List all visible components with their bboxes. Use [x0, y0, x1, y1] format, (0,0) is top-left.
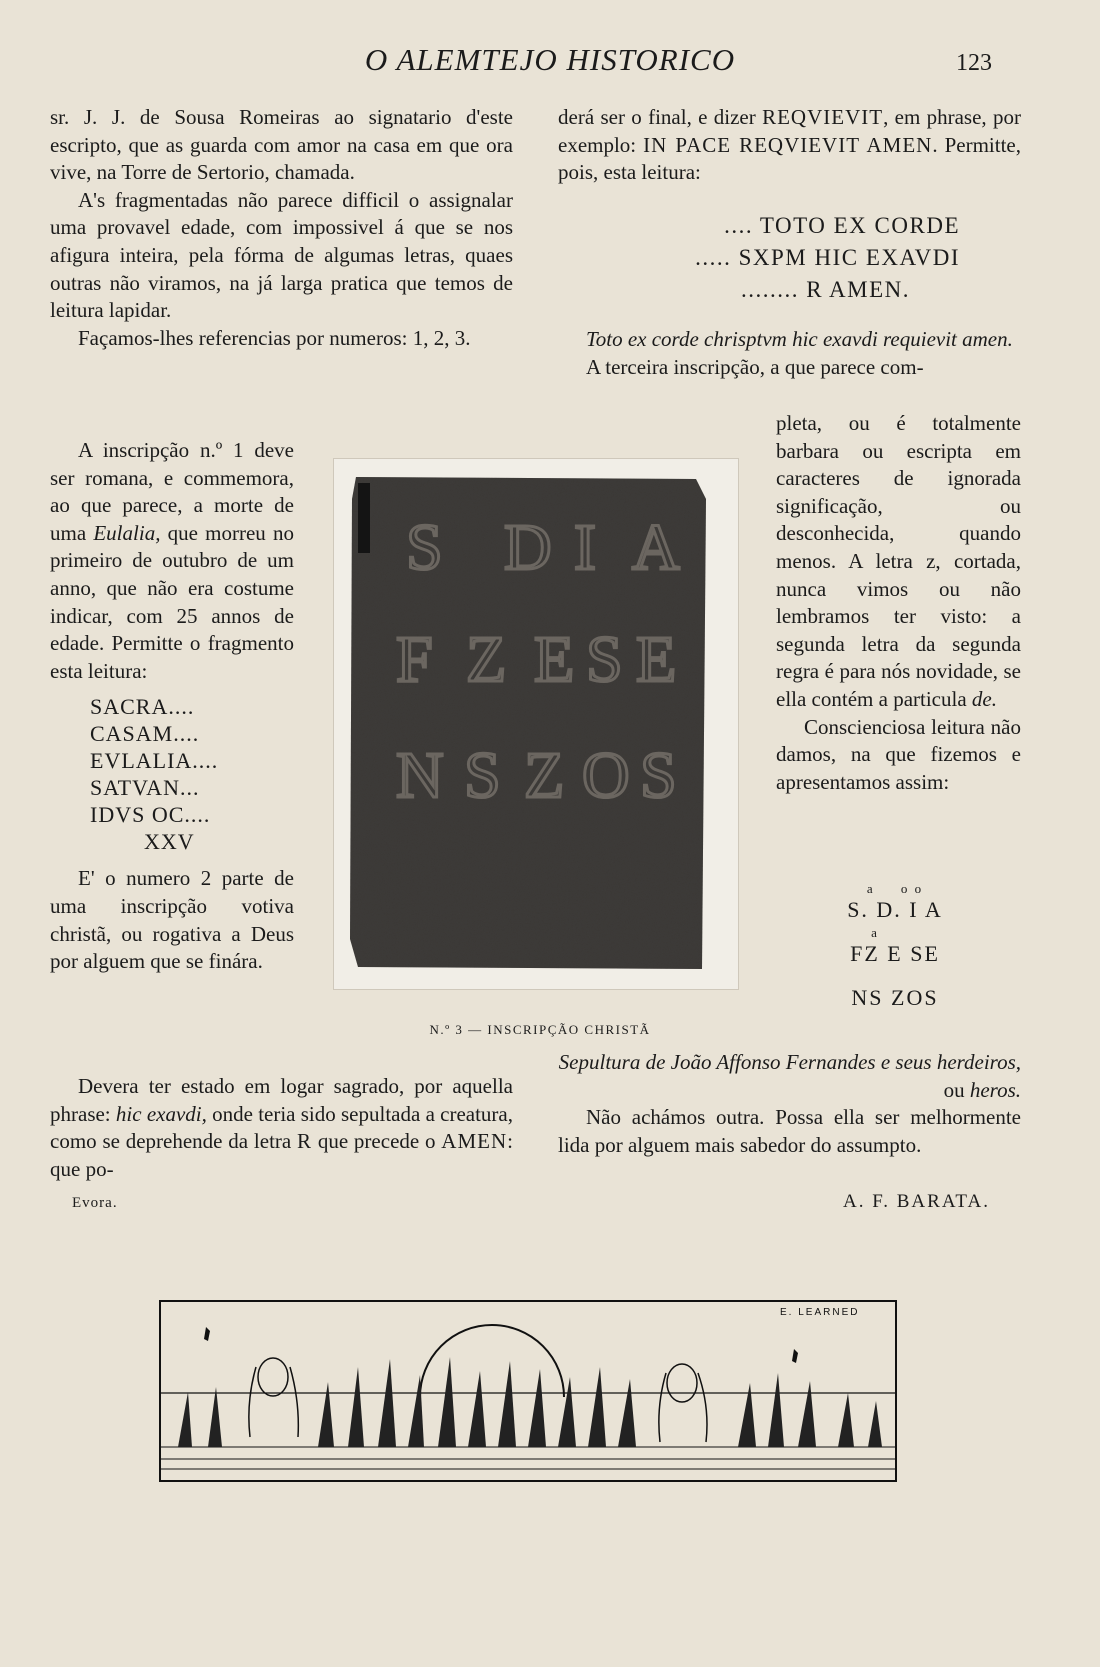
stone-glyph: E: [636, 623, 677, 696]
paragraph: Façamos-lhes referencias por numeros: 1, 2, 3.: [78, 325, 471, 350]
stone-glyph: F: [396, 623, 433, 696]
stone-glyph: S: [406, 511, 443, 584]
reading-line: .... TOTO EX CORDE: [724, 213, 960, 238]
text: pleta, ou é totalmente barbara ou escripta em caracteres de ignorada significação, ou desconhecida, quando menos. A letra z, cortada, nunca vimos ou não lembramos ter visto: a segunda letra da segunda regra é para nós novidade, se ella contém a particula: [776, 411, 1021, 711]
stone-glyph: A: [632, 511, 680, 584]
decorative-tailpiece: [158, 1297, 898, 1487]
text-italic: heros.: [969, 1077, 1021, 1102]
paragraph: [776, 410, 1021, 714]
paragraph: Conscienciosa leitura não damos, na que fizemos e apresentamos assim:: [776, 714, 1021, 794]
text-italic: hic exavdi,: [115, 1101, 207, 1126]
page-title: O ALEMTEJO HISTORICO: [364, 42, 736, 77]
reeds: [178, 1357, 882, 1447]
text-small-caps: REQVIEVIT: [762, 105, 884, 129]
paragraph: E' o numero 2 parte de uma inscripção votiva christã, ou rogativa a Deus por alguem que se finára.: [50, 866, 294, 974]
stone-glyph: N: [396, 739, 444, 812]
superscript-line: a: [871, 925, 879, 940]
text: que precede o: [312, 1129, 442, 1154]
inscription-line: FZ E SE: [850, 941, 940, 966]
artist-signature: E. LEARNED: [780, 1307, 860, 1318]
stone-image: [334, 459, 738, 989]
text: que morreu no primeiro de outubro de um anno, que não era costume indicar, com 25 annos de edade. Permitte o fragmento esta leitura:: [50, 520, 295, 683]
inscription-line: CASAM....: [90, 721, 200, 747]
inscription-line: EVLALIA....: [90, 748, 219, 774]
text: onde teria sido sepultada a creatura, como se deprehende da letra: [50, 1101, 513, 1154]
right-column-narrow: [776, 410, 1021, 796]
inscription-3: [820, 882, 970, 1012]
author: A. F. BARATA.: [842, 1191, 990, 1212]
text-italic: Sepultura de João Affonso Fernandes e seus herdeiros,: [558, 1050, 1021, 1074]
paragraph: [50, 1073, 513, 1183]
inscription-line: S. D. I A: [847, 897, 943, 922]
paragraph: Não achámos outra. Possa ella ser melhormente lida por alguem mais sabedor do assumpto.: [558, 1105, 1021, 1157]
maiden-right: [659, 1364, 707, 1442]
stone-glyph: S: [640, 739, 677, 812]
text-small-caps: R: [297, 1129, 313, 1154]
text: A inscripção n.º 1 deve ser romana, e commemora, ao que parece, a morte de uma: [50, 438, 294, 545]
text: Devera ter estado em logar sagrado, por aquella phrase:: [50, 1074, 513, 1126]
water-lines: [160, 1447, 896, 1469]
right-column-bottom: [558, 1049, 1021, 1159]
setting-sun: [420, 1325, 564, 1397]
tailpiece-border: [160, 1301, 896, 1481]
stone-glyph: D: [504, 511, 552, 584]
stone-glyph: S: [464, 739, 501, 812]
place-line: Evora.: [72, 1195, 118, 1211]
stone-edge-shadow: [358, 483, 370, 553]
right-column-top: [558, 104, 1021, 187]
paragraph: Toto ex corde chrisptvm hic exavdi requievit amen.: [586, 327, 1013, 351]
reading-line: ........ R AMEN.: [740, 277, 910, 302]
inscription-line: SATVAN...: [90, 775, 200, 801]
text: ou: [943, 1077, 970, 1102]
paragraph: [558, 1049, 1021, 1104]
inscription-1: [90, 693, 294, 855]
inscription-line: IDVS OC....: [90, 802, 211, 828]
paragraph: A's fragmentadas não parece difficil o assignalar uma provavel edade, com impossivel á que se nos afigura inteira, pela fórma de algumas letras, quaes outras não viramos, na já larga pratica que temos de leitura lapidar.: [50, 187, 513, 323]
paragraph: [558, 104, 1021, 187]
stone-glyph: S: [586, 623, 623, 696]
inscription-line: SACRA....: [90, 694, 195, 720]
stone-glyph: O: [582, 739, 630, 812]
text: . Permitte, pois, esta leitura:: [558, 132, 1021, 185]
inscription-line: XXV: [144, 829, 195, 855]
stone-glyph: I: [574, 511, 596, 584]
dragonflies: [204, 1327, 798, 1363]
left-column-bottom: [50, 1073, 513, 1183]
maiden-left: [249, 1358, 298, 1437]
right-column-mid: [558, 326, 1021, 381]
tailpiece-illustration: [158, 1297, 898, 1487]
stone-glyph: E: [534, 623, 575, 696]
paragraph: A terceira inscripção, a que parece com-: [586, 354, 924, 379]
text-small-caps: IN PACE REQVIEVIT AMEN: [643, 132, 933, 157]
stone-photo: [333, 458, 739, 990]
left-column-narrow: [50, 437, 294, 976]
reading-line: ..... SXPM HIC EXAVDI: [695, 245, 960, 270]
text-italic: de.: [971, 686, 997, 711]
stone-glyph: Z: [524, 739, 565, 812]
text-small-caps: AMEN: [441, 1129, 508, 1154]
page-number: 123: [956, 50, 992, 76]
figure-caption: N.º 3 — INSCRIPÇÃO CHRISTÃ: [429, 1022, 651, 1037]
superscript-line: a o o: [866, 881, 924, 896]
text: , em phrase, por exemplo:: [558, 105, 1021, 157]
inscription-line: NS ZOS: [851, 985, 939, 1010]
left-column-top: [50, 104, 513, 352]
paragraph: sr. J. J. de Sousa Romeiras ao signatario d'este escripto, que as guarda com amor na casa em que ora vive, na Torre de Sertorio, chamada.: [50, 105, 513, 185]
paragraph: [50, 437, 294, 685]
text: derá ser o final, e dizer: [558, 105, 763, 129]
text-italic: Eulalia,: [93, 520, 161, 545]
reading-2: [630, 210, 960, 306]
stone-glyph: Z: [466, 623, 507, 696]
text: : que po-: [50, 1129, 513, 1181]
